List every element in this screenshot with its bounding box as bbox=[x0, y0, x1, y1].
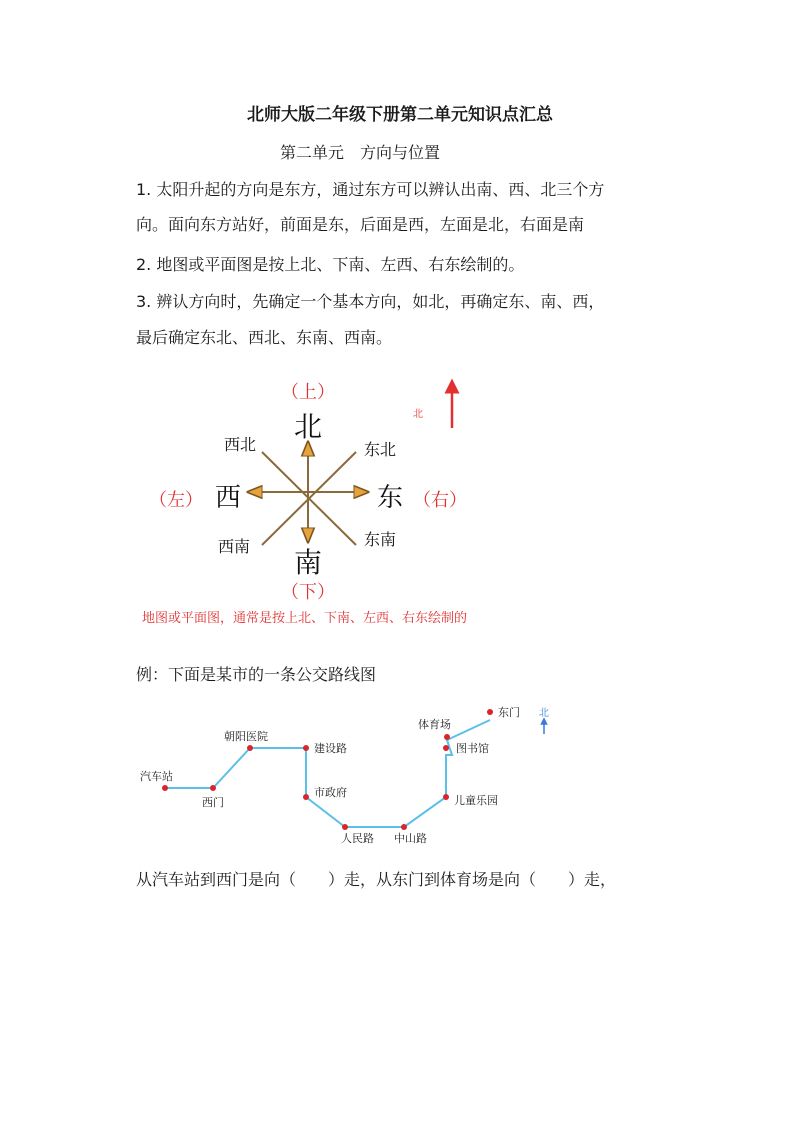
up-label: （上） bbox=[281, 382, 335, 403]
route-north-label: 北 bbox=[539, 708, 549, 719]
left-label: （左） bbox=[149, 490, 203, 511]
stop-label-ertongleyuan: 儿童乐园 bbox=[454, 794, 498, 807]
stop-label-renminlu: 人民路 bbox=[341, 832, 374, 845]
southeast-label: 东南 bbox=[363, 530, 397, 549]
stop-label-jianshelu: 建设路 bbox=[314, 742, 347, 755]
stop-ertongleyuan bbox=[443, 794, 449, 800]
stop-chaoyang bbox=[247, 745, 253, 751]
compass-caption: 地图或平面图，通常是按上北、下南、左西、右东绘制的 bbox=[142, 611, 468, 626]
stop-label-shizhengfu: 市政府 bbox=[314, 786, 347, 799]
stop-label-tushuguan: 图书馆 bbox=[456, 742, 489, 755]
stop-label-tiyuchang: 体育场 bbox=[418, 718, 451, 731]
stop-dongmen bbox=[487, 709, 493, 715]
stop-label-qichezhan: 汽车站 bbox=[140, 770, 173, 783]
point-2: 2. 地图或平面图是按上北、下南、左西、右东绘制的。 bbox=[136, 255, 525, 274]
southwest-label: 西南 bbox=[217, 537, 251, 556]
point-3-line-1: 3. 辨认方向时，先确定一个基本方向，如北，再确定东、南、西， bbox=[136, 292, 605, 311]
unit-subtitle: 第二单元 方向与位置 bbox=[280, 143, 441, 162]
stop-ximen bbox=[210, 785, 216, 791]
stop-label-dongmen: 东门 bbox=[498, 706, 520, 719]
stop-renminlu bbox=[342, 824, 348, 830]
stop-tiyuchang bbox=[444, 734, 450, 740]
south-label: 南 bbox=[293, 546, 323, 579]
stop-qichezhan bbox=[162, 785, 168, 791]
east-label: 东 bbox=[376, 483, 404, 513]
point-1-line-1: 1. 太阳升起的方向是东方，通过东方可以辨认出南、西、北三个方 bbox=[136, 180, 605, 199]
bus-route-map bbox=[0, 690, 800, 860]
stop-tushuguan bbox=[443, 745, 449, 751]
northwest-label: 西北 bbox=[223, 435, 257, 454]
down-label: （下） bbox=[281, 582, 335, 603]
stop-label-chaoyang: 朝阳医院 bbox=[224, 730, 268, 743]
bus-route-line bbox=[165, 720, 490, 827]
example-question: 从汽车站到西门是向（ ）走，从东门到体育场是向（ ）走， bbox=[136, 870, 617, 889]
stop-label-zhongshanlu: 中山路 bbox=[394, 832, 427, 845]
stop-shizhengfu bbox=[303, 794, 309, 800]
west-label: 西 bbox=[214, 483, 242, 513]
northeast-label: 东北 bbox=[363, 440, 397, 459]
stop-jianshelu bbox=[303, 745, 309, 751]
north-indicator-label: 北 bbox=[413, 409, 423, 420]
point-1-line-2: 向。面向东方站好，前面是东，后面是西，左面是北，右面是南 bbox=[136, 215, 585, 234]
stop-zhongshanlu bbox=[401, 824, 407, 830]
right-label: （右） bbox=[413, 490, 467, 511]
north-label: 北 bbox=[293, 410, 323, 443]
example-intro: 例：下面是某市的一条公交路线图 bbox=[136, 665, 377, 684]
stop-label-ximen: 西门 bbox=[202, 796, 224, 809]
page-title: 北师大版二年级下册第二单元知识点汇总 bbox=[247, 105, 553, 125]
point-3-line-2: 最后确定东北、西北、东南、西南。 bbox=[136, 328, 393, 347]
